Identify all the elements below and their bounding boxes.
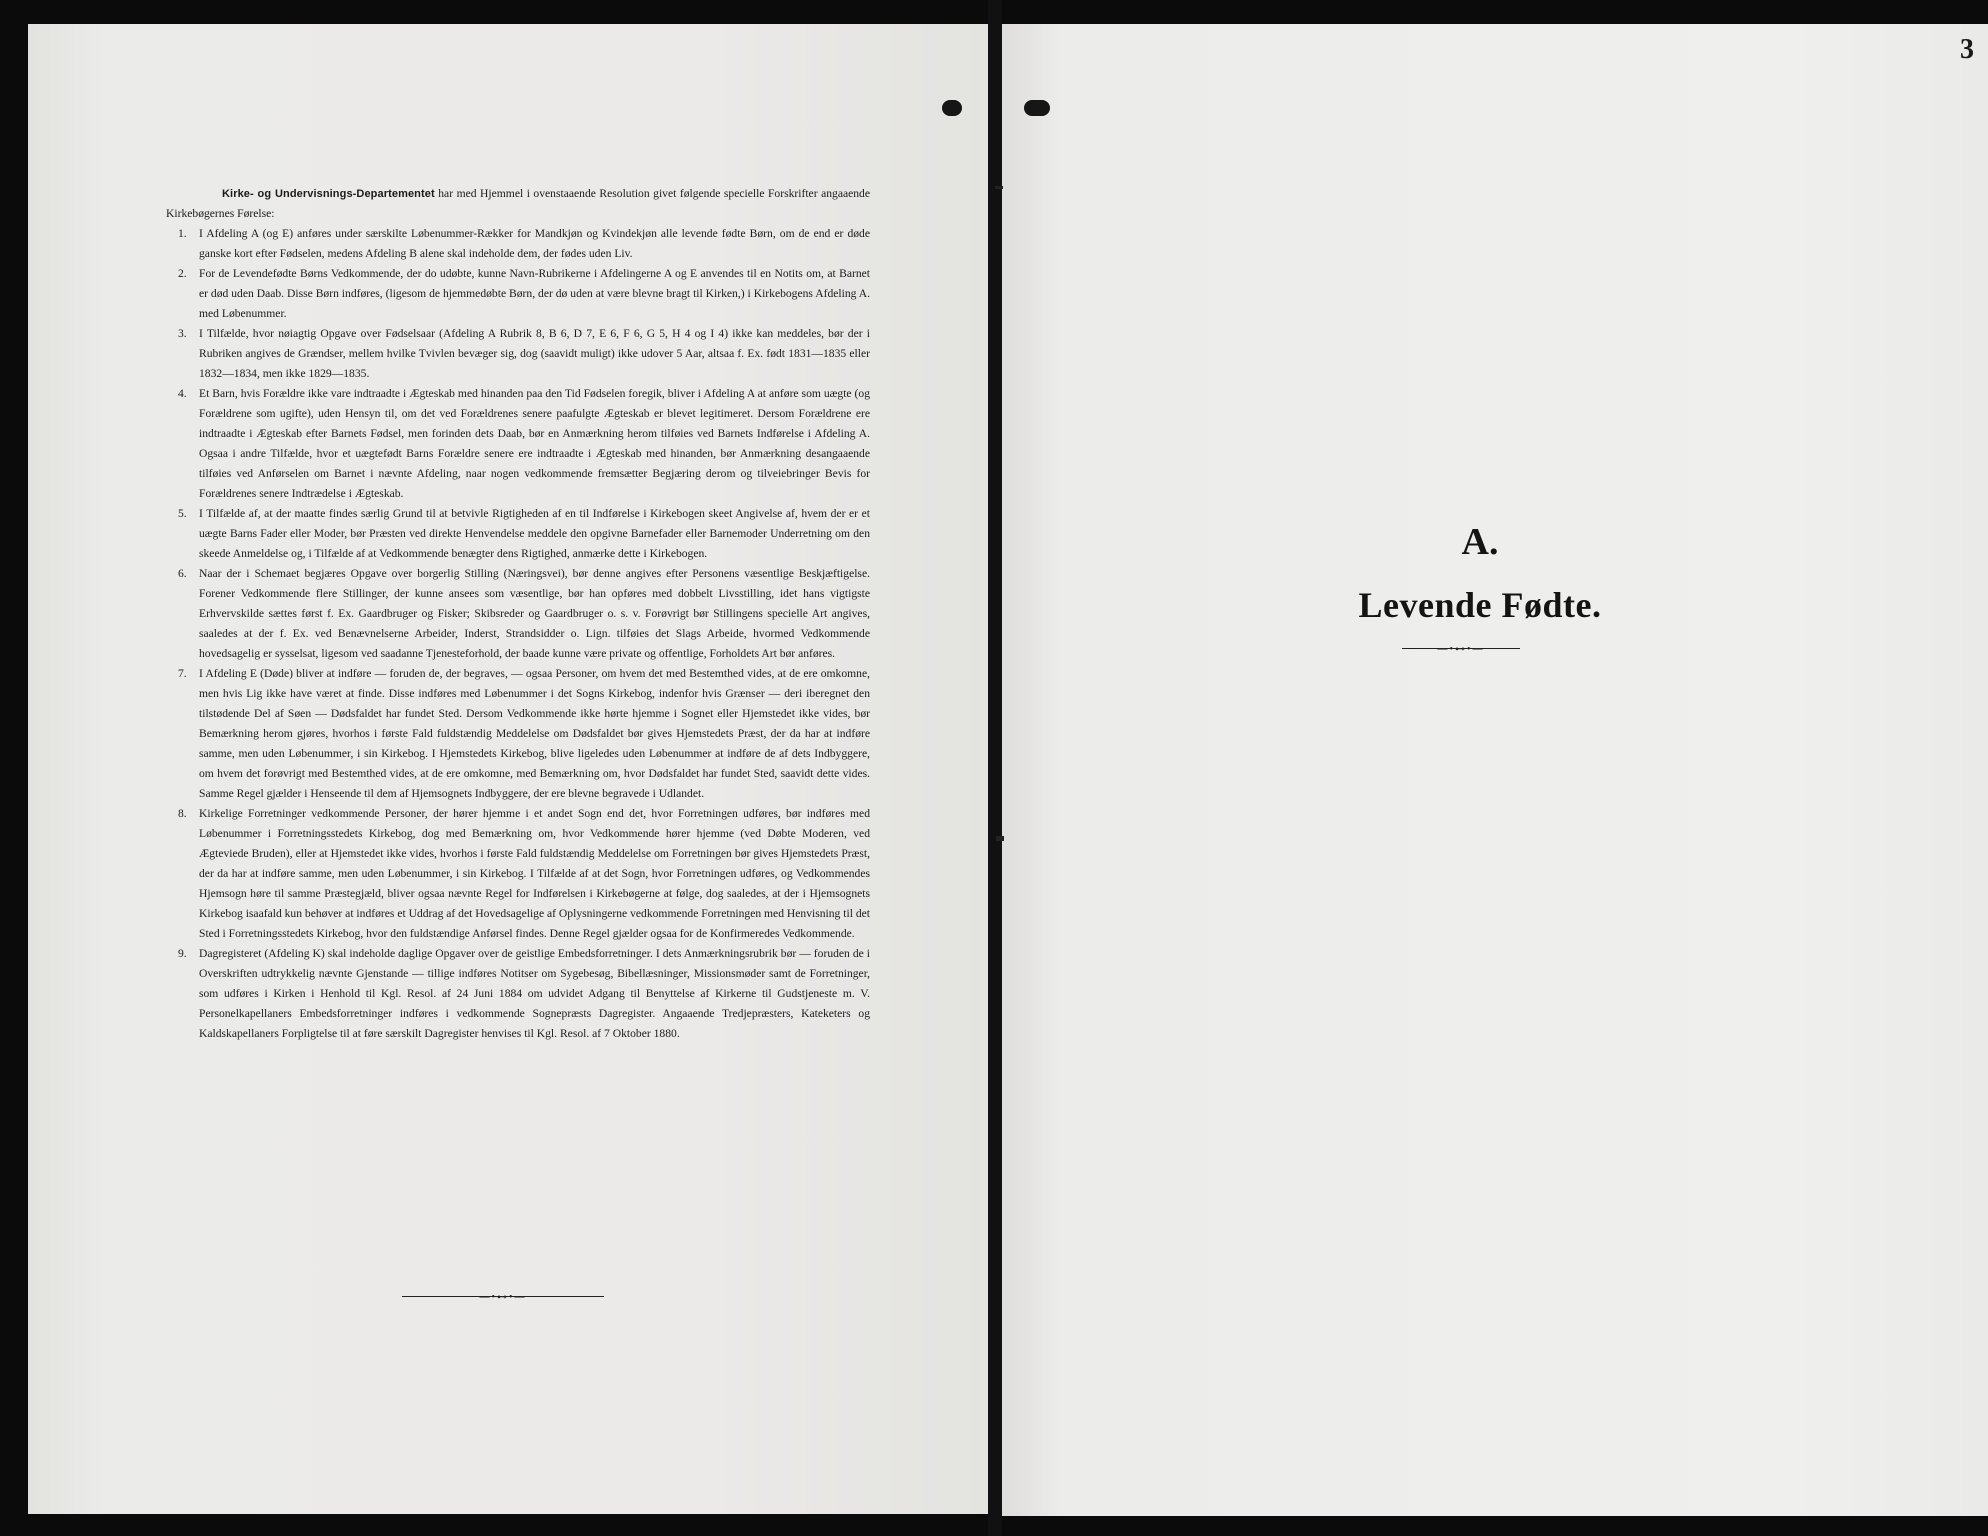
- regulation-text: Kirkelige Forretninger vedkommende Personer, der hører hjemme i et andet Sogn end det, hvor Forretningen udføres, bør indføres med Løbenummer i Forretningsstedets Kirkebog, dog med Bemærkning om, hvor Vedkommende hører hjemme (ved Døbte Moderen, ved Ægteviede Bruden), eller at Hjemstedet ikke vides, hvorhos i første Fald fuldstændig Meddelelse om Forretningen bør gives Hjemstedets Præst, der da har at indføre samme, men uden Løbenummer, i sin Kirkebog. I Tilfælde af at det Sogn, hvor Forretningen udføres, og Vedkommendes Hjemsogn høre til samme Præstegjæld, bliver ogsaa nævnte Regel for Indførelsen i Kirkebøgerne at følge, dog saaledes, at der i Hjemsognets Kirkebog isaafald kun behøver at indføres et Uddrag af det Hovedsagelige af Oplysningerne vedkommende Forretningen med Henvisning til det Sted i Forretningsstedets Kirkebog, hvor den fuldstændige Anførsel findes. Denne Regel gjælder ogsaa for de Konfirmeredes Vedkommende.: [199, 807, 870, 940]
- regulation-item: [166, 264, 870, 324]
- regulation-item: [166, 324, 870, 384]
- regulation-number: 8.: [178, 807, 187, 820]
- regulation-text: I Tilfælde af, at der maatte findes særlig Grund til at betvivle Rigtigheden af en til Indførelse i Kirkebogen skeet Angivelse af, hvem der er et uægte Barns Fader eller Moder, bør Præsten ved direkte Henvendelse meddele den opgivne Barnefader eller Barnemoder Underretning om den skeede Anmeldelse og, i Tilfælde af at Vedkommende benægter dens Rigtighed, anmærke dette i Kirkebogen.: [199, 507, 870, 560]
- ornament-flourish-icon: —•⊷•—: [1437, 644, 1485, 655]
- regulation-text: Et Barn, hvis Forældre ikke vare indtraadte i Ægteskab med hinanden paa den Tid Fødselen foregik, bliver i Afdeling A at anføre som uægte (og Forældrene som ugifte), uden Hensyn til, om det ved Forældrenes senere paafulgte Ægteskab er blevet legitimeret. Dersom Forældrene ere indtraadte i Ægteskab efter Barnets Fødsel, men forinden dets Daab, bør en Anmærkning herom tilføies ved Barnets Indførelse i Afdeling A. Ogsaa i andre Tilfælde, hvor et uægtefødt Barns Forældre senere ere indtraadte i Ægteskab med hinanden, bør Anmærkning desangaaende tilføies ved Anførselen om Barnet i nævnte Afdeling, naar nogen vedkommende fremsætter Begjæring derom og tilveiebringer Bevis for Forældrenes senere Indtrædelse i Ægteskab.: [199, 387, 870, 500]
- binding-clip-left: [942, 100, 962, 116]
- intro-text: har med Hjemmel i ovenstaaende Resolution givet følgende specielle Forskrifter angaaende Kirkebøgernes Førelse:: [166, 187, 870, 220]
- section-title: Levende Fødte.: [1358, 585, 1602, 625]
- regulations-text: [166, 184, 870, 1044]
- regulation-item: [166, 804, 870, 944]
- regulation-number: 6.: [178, 567, 187, 580]
- regulation-item: [166, 944, 870, 1044]
- regulations-list: [166, 224, 870, 1044]
- book-gutter: [988, 0, 1002, 1536]
- regulation-text: Naar der i Schemaet begjæres Opgave over borgerlig Stilling (Næringsvei), bør denne angives efter Personens væsentlige Beskjæftigelse. Forener Vedkommende flere Stillinger, der kunne ansees som væsentlige, bør han opføres med dobbelt Livsstilling, idet hans vigtigste Erhvervskilde sættes først f. Ex. Gaardbruger og Fisker; Skibsreder og Gaardbruger o. s. v. Forøvrigt bør Stillingens specielle Art angives, saaledes at der f. Ex. ved Benævnelserne Arbeider, Inderst, Strandsidder o. Lign. tilføies det Slags Arbeide, hvormed Vedkommende hovedsagelig er sysselsat, ligesom ved saadanne Tjenesteforhold, der baade kunne være private og offentlige, Forholdets Art bør anføres.: [199, 567, 870, 660]
- regulation-number: 4.: [178, 387, 187, 400]
- edge-mark-middle: [996, 836, 1004, 841]
- right-ornament-rule: [1402, 644, 1520, 655]
- department-name: Kirke- og Undervisnings-Departementet: [222, 188, 435, 200]
- binding-clip-right: [1024, 100, 1050, 116]
- left-ornament-rule: [402, 1292, 604, 1303]
- regulation-item: [166, 664, 870, 804]
- regulation-text: I Afdeling E (Døde) bliver at indføre — foruden de, der begraves, — ogsaa Personer, om hvem det med Bestemthed vides, at de ere omkomne, men hvis Lig ikke have været at finde. Disse indføres med Løbenummer i det Sogns Kirkebog, indenfor hvis Grænser — deri iberegnet den tilstødende Del af Søen — Dødsfaldet har fundet Sted. Dersom Vedkommende ikke hørte hjemme i Sognet eller Hjemstedet ikke vides, bør Bemærkning herom gjøres, hvorhos i første Fald fuldstændig Meddelelse om Dødsfaldet bør gives Hjemstedets Præst, der da har at indføre samme, men uden Løbenummer, i sin Kirkebog. I Hjemstedets Kirkebog, blive ligeledes uden Løbenummer at indføre de af dets Indbyggere, om hvem det forøvrigt med Bestemthed vides, at de ere omkomne, med Bemærkning om, hvor Dødsfaldet har fundet Sted, saavidt dette vides. Samme Regel gjælder i Henseende til dem af Hjemsognets Indbyggere, der ere blevne begravede i Udlandet.: [199, 667, 870, 800]
- regulation-item: [166, 384, 870, 504]
- regulation-number: 7.: [178, 667, 187, 680]
- regulation-item: [166, 504, 870, 564]
- regulation-number: 2.: [178, 267, 187, 280]
- regulation-number: 3.: [178, 327, 187, 340]
- regulation-item: [166, 564, 870, 664]
- regulations-intro: [166, 184, 870, 224]
- right-page: [1002, 24, 1988, 1516]
- ornament-flourish-icon: —•⊷•—: [479, 1292, 527, 1303]
- regulation-text: Dagregisteret (Afdeling K) skal indeholde daglige Opgaver over de geistlige Embedsforretninger. I dets Anmærkningsrubrik bør — foruden de i Overskriften udtrykkelig nævnte Gjenstande — tillige indføres Notitser om Sygebesøg, Bibellæsninger, Missionsmøder samt de Forretninger, som udføres i Kirken i Henhold til Kgl. Resol. af 24 Juni 1884 om udvidet Adgang til Benyttelse af Kirkerne til Gudstjeneste m. V. Personelkapellaners Embedsforretninger indføres i vedkommende Sognepræsts Dagregister. Angaaende Tredjepræsters, Kateketers og Kaldskapellaners Forpligtelse til at føre særskilt Dagregister henvises til Kgl. Resol. af 7 Oktober 1880.: [199, 947, 870, 1040]
- page-number: 3: [1960, 34, 1974, 65]
- section-letter: A.: [1461, 521, 1499, 563]
- regulation-text: I Tilfælde, hvor nøiagtig Opgave over Fødselsaar (Afdeling A Rubrik 8, B 6, D 7, E 6, F 6, G 5, H 4 og I 4) ikke kan meddeles, bør der i Rubriken angives de Grændser, mellem hvilke Tvivlen bevæger sig, dog (saavidt muligt) ikke udover 5 Aar, altsaa f. Ex. født 1831—1835 eller 1832—1834, men ikke 1829—1835.: [199, 327, 870, 380]
- regulation-text: I Afdeling A (og E) anføres under særskilte Løbenummer-Rækker for Mandkjøn og Kvindekjøn alle levende fødte Børn, om de end er døde ganske kort efter Fødselen, medens Afdeling B alene skal indeholde dem, der fødes uden Liv.: [199, 227, 870, 260]
- regulation-number: 5.: [178, 507, 187, 520]
- regulation-item: [166, 224, 870, 264]
- regulation-text: For de Levendefødte Børns Vedkommende, der do udøbte, kunne Navn-Rubrikerne i Afdelingerne A og E anvendes til en Notits om, at Barnet er død uden Daab. Disse Børn indføres, (ligesom de hjemmedøbte Børn, der dø uden at være blevne bragt til Kirken,) i Kirkebogens Afdeling A. med Løbenummer.: [199, 267, 870, 320]
- regulation-number: 1.: [178, 227, 187, 240]
- regulation-number: 9.: [178, 947, 187, 960]
- edge-mark-top: [995, 186, 1003, 189]
